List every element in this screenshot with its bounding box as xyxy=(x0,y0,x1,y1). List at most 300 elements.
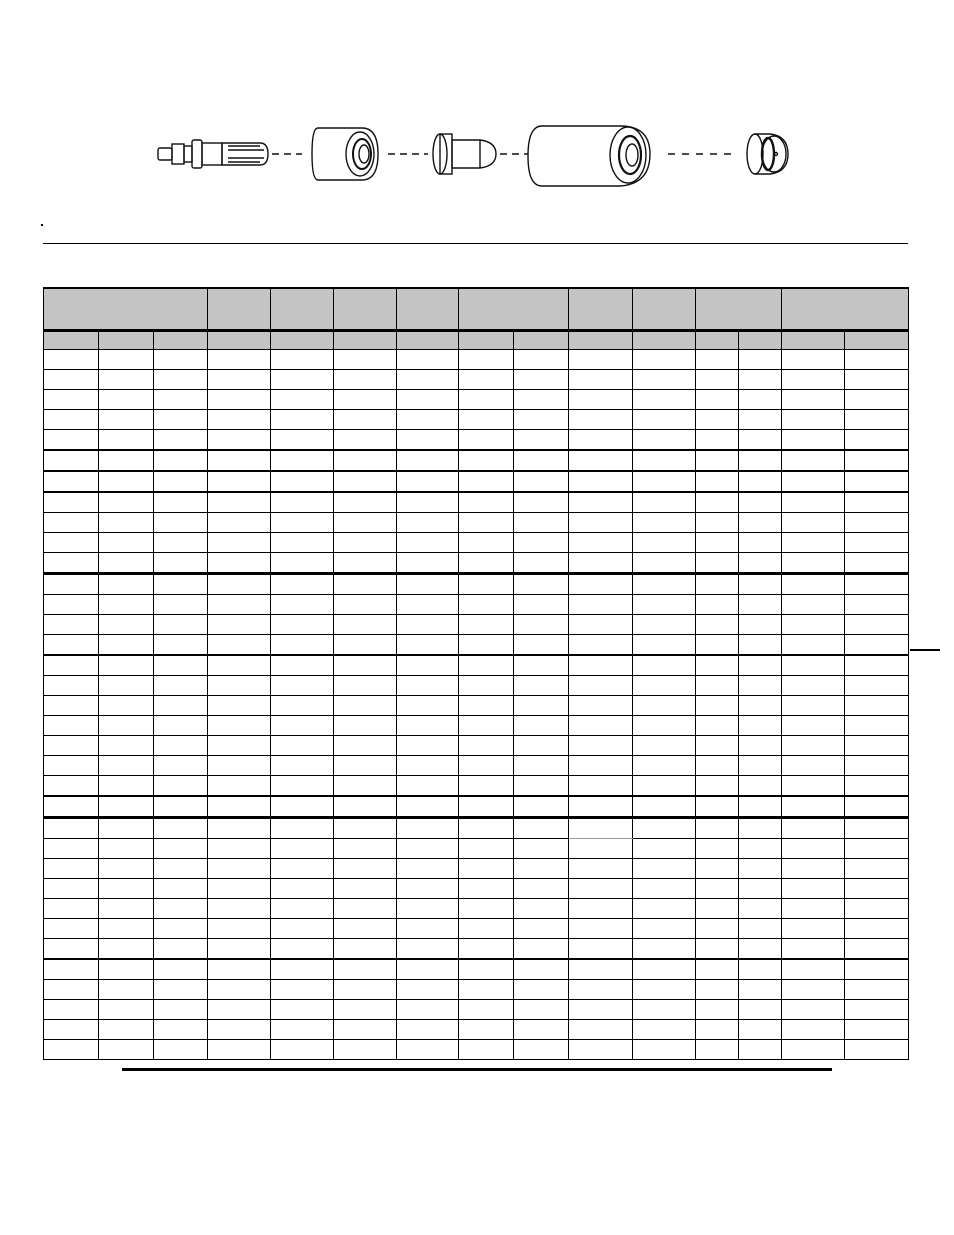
table-cell xyxy=(271,574,334,595)
table-cell xyxy=(271,736,334,756)
table-cell xyxy=(845,1020,909,1040)
table-cell xyxy=(154,676,208,696)
table-cell xyxy=(271,390,334,410)
table-cell xyxy=(44,756,99,776)
table-cell xyxy=(569,859,633,879)
table-cell xyxy=(397,879,459,899)
table-cell xyxy=(514,350,569,370)
table-cell xyxy=(739,776,782,797)
table-cell xyxy=(397,776,459,797)
table-cell xyxy=(569,350,633,370)
table-cell xyxy=(845,450,909,471)
table-cell xyxy=(514,756,569,776)
table-cell xyxy=(514,776,569,797)
table-cell xyxy=(99,635,154,656)
table-cell xyxy=(459,450,514,471)
table-row xyxy=(44,410,909,430)
table-cell xyxy=(44,1000,99,1020)
table-cell xyxy=(514,574,569,595)
table-cell xyxy=(569,553,633,574)
table-cell xyxy=(739,756,782,776)
table-row xyxy=(44,716,909,736)
table-cell xyxy=(397,818,459,839)
table-cell xyxy=(845,492,909,513)
table-cell xyxy=(154,1000,208,1020)
table-cell xyxy=(397,390,459,410)
table-cell xyxy=(44,879,99,899)
table-cell xyxy=(739,1020,782,1040)
table-cell xyxy=(739,859,782,879)
table-row xyxy=(44,595,909,615)
subheader-cell xyxy=(633,331,696,350)
table-cell xyxy=(334,776,397,797)
table-cell xyxy=(569,756,633,776)
table-cell xyxy=(633,776,696,797)
table-cell xyxy=(208,776,271,797)
table-cell xyxy=(845,696,909,716)
table-cell xyxy=(208,756,271,776)
table-cell xyxy=(208,533,271,553)
table-cell xyxy=(334,1040,397,1060)
table-cell xyxy=(271,676,334,696)
subheader-cell xyxy=(845,331,909,350)
table-cell xyxy=(334,450,397,471)
table-cell xyxy=(334,899,397,919)
table-cell xyxy=(334,716,397,736)
table-cell xyxy=(154,879,208,899)
table-cell xyxy=(459,492,514,513)
table-cell xyxy=(459,370,514,390)
table-cell xyxy=(271,513,334,533)
table-cell xyxy=(739,450,782,471)
table-row xyxy=(44,939,909,960)
table-cell xyxy=(739,655,782,676)
table-cell xyxy=(633,410,696,430)
table-cell xyxy=(397,350,459,370)
table-cell xyxy=(271,818,334,839)
table-cell xyxy=(154,859,208,879)
table-cell xyxy=(397,574,459,595)
subheader-cell xyxy=(459,331,514,350)
table-cell xyxy=(99,615,154,635)
table-cell xyxy=(633,899,696,919)
table-cell xyxy=(514,796,569,818)
table-cell xyxy=(271,776,334,797)
table-cell xyxy=(696,635,739,656)
table-cell xyxy=(271,655,334,676)
table-cell xyxy=(99,1000,154,1020)
table-cell xyxy=(782,1020,845,1040)
header-cell xyxy=(569,288,633,331)
consumables-exploded-view xyxy=(150,118,800,193)
table-cell xyxy=(845,513,909,533)
table-cell xyxy=(514,410,569,430)
table-cell xyxy=(99,980,154,1000)
table-cell xyxy=(782,553,845,574)
table-cell xyxy=(739,1000,782,1020)
table-cell xyxy=(569,796,633,818)
table-cell xyxy=(334,350,397,370)
table-cell xyxy=(696,776,739,797)
table-cell xyxy=(633,595,696,615)
table-cell xyxy=(696,533,739,553)
table-cell xyxy=(633,655,696,676)
table-cell xyxy=(696,696,739,716)
table-cell xyxy=(514,1020,569,1040)
table-cell xyxy=(271,370,334,390)
table-cell xyxy=(154,410,208,430)
table-cell xyxy=(459,899,514,919)
table-cell xyxy=(633,492,696,513)
table-cell xyxy=(696,796,739,818)
process-parameters-table xyxy=(43,287,909,1060)
nozzle-icon xyxy=(433,134,496,174)
header-cell xyxy=(208,288,271,331)
table-cell xyxy=(633,716,696,736)
table-cell xyxy=(154,635,208,656)
table-cell xyxy=(208,1040,271,1060)
header-cell xyxy=(334,288,397,331)
table-cell xyxy=(154,370,208,390)
table-cell xyxy=(782,430,845,451)
table-cell xyxy=(271,410,334,430)
table-cell xyxy=(397,980,459,1000)
table-cell xyxy=(696,676,739,696)
table-cell xyxy=(459,574,514,595)
table-cell xyxy=(569,492,633,513)
table-row xyxy=(44,574,909,595)
table-cell xyxy=(271,350,334,370)
table-cell xyxy=(334,796,397,818)
table-cell xyxy=(696,919,739,939)
table-cell xyxy=(459,818,514,839)
table-cell xyxy=(633,959,696,980)
table-cell xyxy=(99,899,154,919)
table-cell xyxy=(44,818,99,839)
table-cell xyxy=(569,635,633,656)
header-cell xyxy=(459,288,569,331)
table-cell xyxy=(696,492,739,513)
table-cell xyxy=(782,818,845,839)
table-cell xyxy=(334,430,397,451)
table-cell xyxy=(569,716,633,736)
table-cell xyxy=(739,919,782,939)
table-cell xyxy=(845,595,909,615)
table-cell xyxy=(459,595,514,615)
table-cell xyxy=(208,818,271,839)
table-cell xyxy=(397,1040,459,1060)
table-cell xyxy=(739,553,782,574)
table-cell xyxy=(271,899,334,919)
table-cell xyxy=(99,655,154,676)
table-cell xyxy=(633,1000,696,1020)
table-cell xyxy=(271,859,334,879)
table-cell xyxy=(99,553,154,574)
table-cell xyxy=(569,839,633,859)
table-cell xyxy=(99,736,154,756)
table-cell xyxy=(99,959,154,980)
table-cell xyxy=(271,450,334,471)
table-cell xyxy=(334,655,397,676)
table-cell xyxy=(334,595,397,615)
table-cell xyxy=(99,370,154,390)
table-row xyxy=(44,1040,909,1060)
table-cell xyxy=(739,390,782,410)
table-cell xyxy=(782,350,845,370)
table-cell xyxy=(569,370,633,390)
subheader-cell xyxy=(569,331,633,350)
table-cell xyxy=(44,776,99,797)
table-cell xyxy=(633,818,696,839)
table-cell xyxy=(459,1040,514,1060)
table-cell xyxy=(99,430,154,451)
table-cell xyxy=(514,615,569,635)
table-cell xyxy=(154,533,208,553)
table-cell xyxy=(514,859,569,879)
table-cell xyxy=(569,696,633,716)
table-cell xyxy=(99,839,154,859)
table-cell xyxy=(782,1000,845,1020)
table-cell xyxy=(271,553,334,574)
table-cell xyxy=(633,919,696,939)
table-cell xyxy=(696,450,739,471)
table-cell xyxy=(782,796,845,818)
table-cell xyxy=(99,350,154,370)
table-cell xyxy=(782,716,845,736)
table-cell xyxy=(739,959,782,980)
table-row xyxy=(44,756,909,776)
table-cell xyxy=(99,492,154,513)
table-cell xyxy=(99,796,154,818)
table-cell xyxy=(44,1020,99,1040)
table-cell xyxy=(459,939,514,960)
table-row xyxy=(44,655,909,676)
subheader-cell xyxy=(99,331,154,350)
table-cell xyxy=(514,595,569,615)
table-cell xyxy=(397,655,459,676)
table-cell xyxy=(782,899,845,919)
table-cell xyxy=(514,899,569,919)
table-cell xyxy=(99,818,154,839)
table-cell xyxy=(845,859,909,879)
table-cell xyxy=(154,430,208,451)
table-row xyxy=(44,899,909,919)
table-cell xyxy=(633,390,696,410)
table-row xyxy=(44,430,909,451)
table-cell xyxy=(154,696,208,716)
table-cell xyxy=(334,676,397,696)
table-cell xyxy=(459,756,514,776)
table-cell xyxy=(633,370,696,390)
table-row xyxy=(44,676,909,696)
table-cell xyxy=(696,595,739,615)
table-cell xyxy=(514,1040,569,1060)
table-cell xyxy=(633,450,696,471)
table-cell xyxy=(271,939,334,960)
table-cell xyxy=(397,471,459,492)
table-cell xyxy=(44,716,99,736)
table-cell xyxy=(845,471,909,492)
table-cell xyxy=(696,980,739,1000)
table-cell xyxy=(633,350,696,370)
table-cell xyxy=(514,370,569,390)
table-cell xyxy=(696,939,739,960)
table-cell xyxy=(782,492,845,513)
table-cell xyxy=(569,919,633,939)
table-cell xyxy=(99,1040,154,1060)
table-cell xyxy=(154,513,208,533)
table-cell xyxy=(845,1040,909,1060)
table-cell xyxy=(782,410,845,430)
table-cell xyxy=(397,492,459,513)
table-cell xyxy=(208,736,271,756)
table-cell xyxy=(44,655,99,676)
table-row xyxy=(44,1000,909,1020)
table-cell xyxy=(845,574,909,595)
table-cell xyxy=(739,676,782,696)
table-cell xyxy=(845,635,909,656)
table-cell xyxy=(397,370,459,390)
table-cell xyxy=(334,959,397,980)
table-cell xyxy=(845,676,909,696)
table-cell xyxy=(44,350,99,370)
table-cell xyxy=(696,716,739,736)
table-cell xyxy=(514,736,569,756)
table-cell xyxy=(459,471,514,492)
table-cell xyxy=(334,615,397,635)
table-cell xyxy=(845,655,909,676)
table-cell xyxy=(99,756,154,776)
table-cell xyxy=(397,959,459,980)
section-tab-mark xyxy=(910,649,940,651)
table-cell xyxy=(782,533,845,553)
table-cell xyxy=(569,450,633,471)
table-cell xyxy=(696,350,739,370)
table-cell xyxy=(569,899,633,919)
table-cell xyxy=(208,492,271,513)
table-cell xyxy=(459,350,514,370)
table-cell xyxy=(845,980,909,1000)
table-cell xyxy=(154,492,208,513)
table-row xyxy=(44,513,909,533)
table-cell xyxy=(271,615,334,635)
table-cell xyxy=(334,859,397,879)
table-cell xyxy=(633,1020,696,1040)
table-cell xyxy=(99,879,154,899)
table-cell xyxy=(459,676,514,696)
table-cell xyxy=(696,430,739,451)
table-cell xyxy=(459,533,514,553)
table-cell xyxy=(397,839,459,859)
table-cell xyxy=(208,980,271,1000)
table-cell xyxy=(334,553,397,574)
table-cell xyxy=(633,1040,696,1060)
table-cell xyxy=(154,959,208,980)
table-cell xyxy=(696,1040,739,1060)
table-cell xyxy=(845,736,909,756)
table-row xyxy=(44,959,909,980)
table-row xyxy=(44,919,909,939)
table-cell xyxy=(569,736,633,756)
table-cell xyxy=(845,756,909,776)
table-row xyxy=(44,776,909,797)
table-cell xyxy=(271,492,334,513)
table-cell xyxy=(514,655,569,676)
table-cell xyxy=(514,635,569,656)
table-cell xyxy=(739,839,782,859)
table-cell xyxy=(271,879,334,899)
table-cell xyxy=(208,370,271,390)
table-cell xyxy=(739,796,782,818)
table-cell xyxy=(633,676,696,696)
table-cell xyxy=(633,615,696,635)
table-cell xyxy=(44,839,99,859)
table-cell xyxy=(782,635,845,656)
table-cell xyxy=(44,471,99,492)
table-cell xyxy=(397,899,459,919)
table-cell xyxy=(696,1000,739,1020)
table-cell xyxy=(334,635,397,656)
table-cell xyxy=(696,390,739,410)
table-cell xyxy=(99,919,154,939)
table-cell xyxy=(782,513,845,533)
table-cell xyxy=(208,635,271,656)
table-subheader-row xyxy=(44,331,909,350)
table-cell xyxy=(514,879,569,899)
table-cell xyxy=(271,839,334,859)
table-cell xyxy=(208,696,271,716)
table-cell xyxy=(271,595,334,615)
table-cell xyxy=(271,696,334,716)
table-cell xyxy=(514,919,569,939)
table-cell xyxy=(397,716,459,736)
table-cell xyxy=(782,959,845,980)
table-cell xyxy=(334,471,397,492)
table-cell xyxy=(569,595,633,615)
table-cell xyxy=(569,430,633,451)
table-cell xyxy=(514,513,569,533)
table-cell xyxy=(633,430,696,451)
table-row xyxy=(44,696,909,716)
table-cell xyxy=(633,859,696,879)
table-cell xyxy=(271,959,334,980)
table-cell xyxy=(271,471,334,492)
table-cell xyxy=(633,553,696,574)
table-cell xyxy=(397,796,459,818)
table-cell xyxy=(782,450,845,471)
shield-icon xyxy=(747,134,788,174)
table-cell xyxy=(459,655,514,676)
table-cell xyxy=(514,450,569,471)
subheader-cell xyxy=(514,331,569,350)
table-row xyxy=(44,839,909,859)
table-cell xyxy=(44,635,99,656)
table-cell xyxy=(154,776,208,797)
table-cell xyxy=(845,919,909,939)
table-cell xyxy=(208,939,271,960)
table-cell xyxy=(569,574,633,595)
table-cell xyxy=(44,696,99,716)
table-header-row xyxy=(44,288,909,331)
table-cell xyxy=(334,1000,397,1020)
table-cell xyxy=(208,839,271,859)
table-cell xyxy=(271,919,334,939)
table-cell xyxy=(99,696,154,716)
table-cell xyxy=(696,736,739,756)
table-cell xyxy=(271,796,334,818)
table-cell xyxy=(208,879,271,899)
table-cell xyxy=(154,839,208,859)
